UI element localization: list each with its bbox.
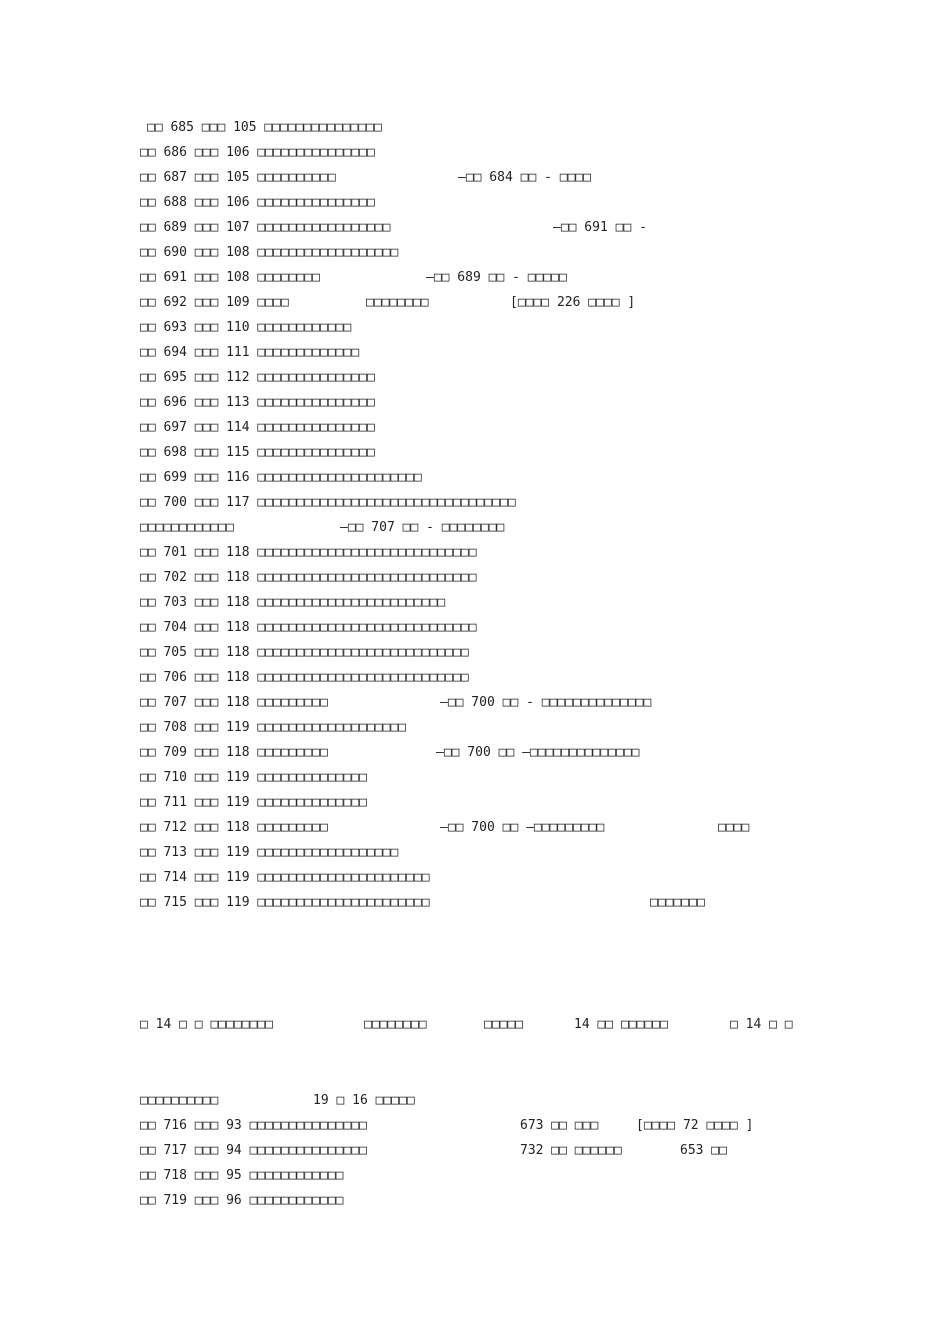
text-line [0,1165,950,1187]
text-line [0,292,950,314]
text-segment: □□□□□ [484,1017,524,1032]
text-line [0,1090,950,1112]
text-line [0,267,950,289]
text-segment: □□□□□□□□ [366,295,429,310]
text-segment: □□□□□□□□□□□□ [140,520,234,535]
text-segment: □□ 707 □□□ 118 □□□□□□□□□ [140,695,328,710]
text-segment: □□ 691 □□□ 108 □□□□□□□□ [140,270,321,285]
text-segment: □□ 695 □□□ 112 □□□□□□□□□□□□□□□ [140,370,375,385]
text-segment: □□ 704 □□□ 118 □□□□□□□□□□□□□□□□□□□□□□□□□□□□ [140,620,477,635]
text-line [0,517,950,539]
text-line [0,1140,950,1162]
text-segment: —□□ 700 □□ —□□□□□□□□□□□□□□ [436,745,640,760]
text-segment: □□ 709 □□□ 118 □□□□□□□□□ [140,745,328,760]
text-line [0,242,950,264]
text-segment: □□ 690 □□□ 108 □□□□□□□□□□□□□□□□□□ [140,245,399,260]
text-line [0,142,950,164]
text-line [0,1190,950,1212]
text-line [0,767,950,789]
text-line [0,167,950,189]
text-segment: □□ 686 □□□ 106 □□□□□□□□□□□□□□□ [140,145,375,160]
text-segment: □□ 688 □□□ 106 □□□□□□□□□□□□□□□ [140,195,375,210]
text-line [0,742,950,764]
text-line [0,817,950,839]
text-segment: □ 14 □ □ [730,1017,793,1032]
text-line [0,467,950,489]
text-segment: □□ 712 □□□ 118 □□□□□□□□□ [140,820,328,835]
text-line [0,542,950,564]
text-line [0,717,950,739]
text-line [0,367,950,389]
text-segment: 14 □□ □□□□□□ [574,1017,668,1032]
text-segment: □□ 710 □□□ 119 □□□□□□□□□□□□□□ [140,770,367,785]
text-segment: —□□ 691 □□ - [553,220,647,235]
text-segment: □□ 698 □□□ 115 □□□□□□□□□□□□□□□ [140,445,375,460]
text-segment: □□ 700 □□□ 117 □□□□□□□□□□□□□□□□□□□□□□□□□□□□□□□□□ [140,495,516,510]
text-line [0,117,950,139]
text-segment: —□□ 684 □□ - □□□□ [458,170,592,185]
text-segment: □□ 692 □□□ 109 □□□□ [140,295,289,310]
text-segment: □□ 697 □□□ 114 □□□□□□□□□□□□□□□ [140,420,375,435]
text-line [0,217,950,239]
text-segment: □□ 713 □□□ 119 □□□□□□□□□□□□□□□□□□ [140,845,399,860]
text-segment: □□□□□□□□□□ [140,1093,219,1108]
text-line [0,617,950,639]
text-segment: [□□□□ 72 □□□□ ] [636,1118,754,1133]
text-segment: □□ 719 □□□ 96 □□□□□□□□□□□□ [140,1193,344,1208]
text-segment: □□□□□□□ [650,895,705,910]
text-segment: □□ 694 □□□ 111 □□□□□□□□□□□□□ [140,345,360,360]
text-line [0,867,950,889]
text-segment: □□ 702 □□□ 118 □□□□□□□□□□□□□□□□□□□□□□□□□□□□ [140,570,477,585]
text-segment: □□□□ [718,820,750,835]
text-line [0,667,950,689]
text-line [0,392,950,414]
text-line [0,317,950,339]
text-segment: □□ 705 □□□ 118 □□□□□□□□□□□□□□□□□□□□□□□□□□□ [140,645,469,660]
text-line [0,442,950,464]
text-segment: □□ 716 □□□ 93 □□□□□□□□□□□□□□□ [140,1118,367,1133]
text-segment: 732 □□ □□□□□□ [520,1143,622,1158]
text-segment: —□□ 689 □□ - □□□□□ [426,270,567,285]
text-segment: 19 □ 16 □□□□□ [313,1093,415,1108]
text-segment: —□□ 700 □□ —□□□□□□□□□ [440,820,605,835]
text-segment: —□□ 700 □□ - □□□□□□□□□□□□□□ [440,695,652,710]
text-line [0,692,950,714]
text-segment: □□ 718 □□□ 95 □□□□□□□□□□□□ [140,1168,344,1183]
text-segment: □□ 689 □□□ 107 □□□□□□□□□□□□□□□□□ [140,220,391,235]
text-segment: □□ 708 □□□ 119 □□□□□□□□□□□□□□□□□□□ [140,720,407,735]
text-line [0,892,950,914]
text-segment: □□ 717 □□□ 94 □□□□□□□□□□□□□□□ [140,1143,367,1158]
text-segment: 673 □□ □□□ [520,1118,599,1133]
text-line [0,492,950,514]
text-segment: □□ 703 □□□ 118 □□□□□□□□□□□□□□□□□□□□□□□□ [140,595,446,610]
text-segment: □□ 706 □□□ 118 □□□□□□□□□□□□□□□□□□□□□□□□□□□ [140,670,469,685]
text-line [0,592,950,614]
text-segment: □□□□□□□□ [364,1017,427,1032]
text-segment: □□ 687 □□□ 105 □□□□□□□□□□ [140,170,336,185]
text-line [0,1115,950,1137]
text-line [0,842,950,864]
text-segment: □□ 693 □□□ 110 □□□□□□□□□□□□ [140,320,352,335]
text-segment: [□□□□ 226 □□□□ ] [510,295,636,310]
text-line [0,1014,950,1036]
text-line [0,567,950,589]
text-segment: □□ 714 □□□ 119 □□□□□□□□□□□□□□□□□□□□□□ [140,870,430,885]
text-segment: □□ 715 □□□ 119 □□□□□□□□□□□□□□□□□□□□□□ [140,895,430,910]
text-segment: 653 □□ [680,1143,727,1158]
text-line [0,417,950,439]
text-line [0,192,950,214]
text-segment: □□ 711 □□□ 119 □□□□□□□□□□□□□□ [140,795,367,810]
text-segment: □□ 701 □□□ 118 □□□□□□□□□□□□□□□□□□□□□□□□□□□□ [140,545,477,560]
text-line [0,642,950,664]
text-segment: □ 14 □ □ □□□□□□□□ [140,1017,274,1032]
text-line [0,342,950,364]
text-segment: □□ 699 □□□ 116 □□□□□□□□□□□□□□□□□□□□□ [140,470,422,485]
text-segment: □□ 696 □□□ 113 □□□□□□□□□□□□□□□ [140,395,375,410]
text-segment: —□□ 707 □□ - □□□□□□□□ [340,520,505,535]
text-line [0,792,950,814]
text-segment: □□ 685 □□□ 105 □□□□□□□□□□□□□□□ [147,120,382,135]
